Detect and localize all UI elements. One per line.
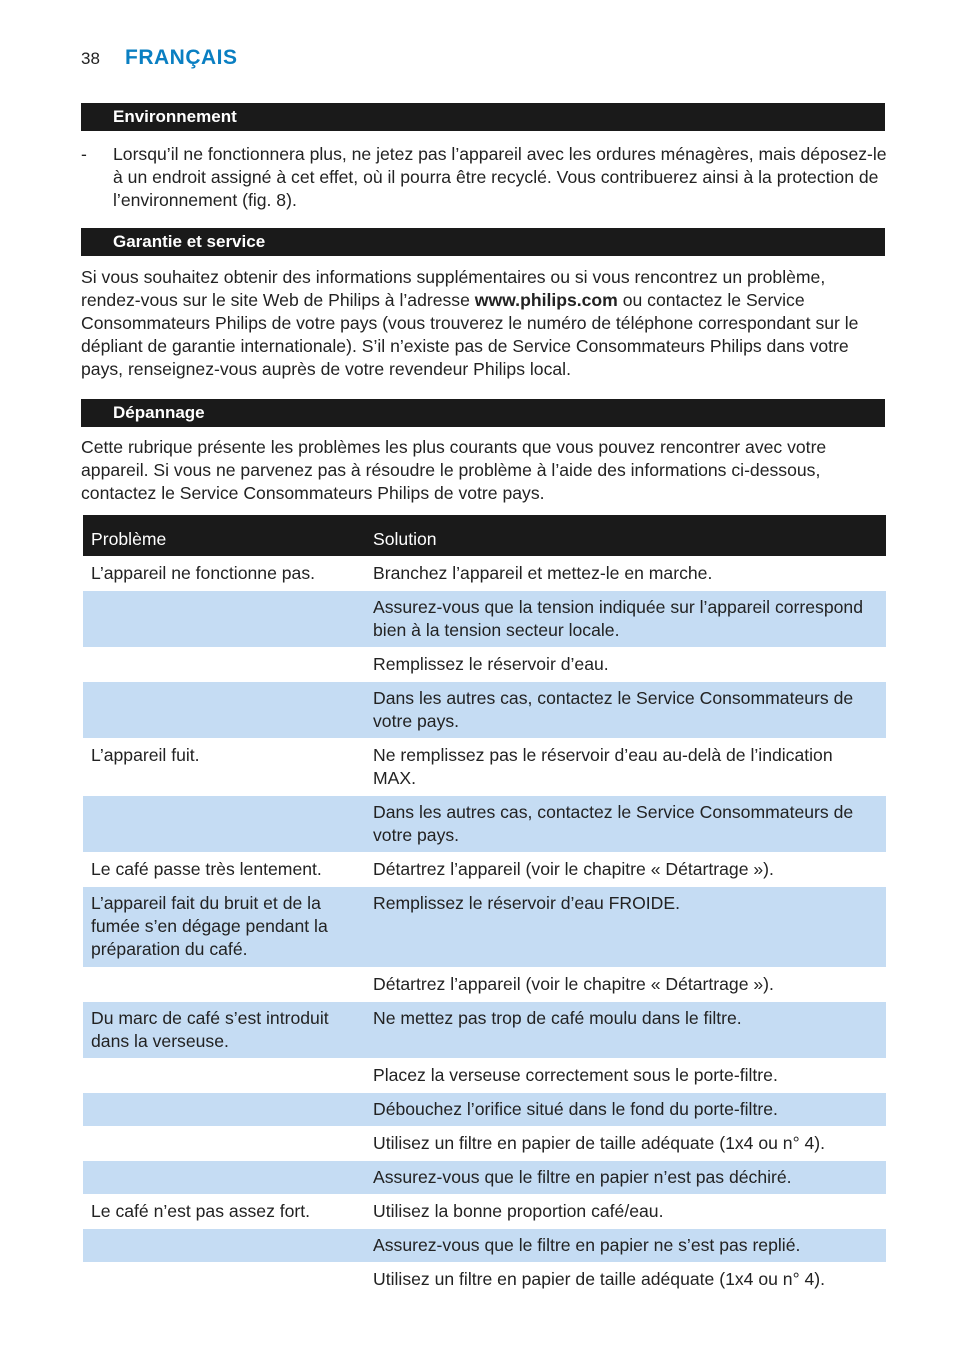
solution-cell: Ne remplissez pas le réservoir d’eau au-delà de l’indication MAX. [365, 738, 886, 795]
solution-cell: Assurez-vous que le filtre en papier n’est pas déchiré. [365, 1160, 886, 1194]
section-title-environment: Environnement [81, 103, 885, 131]
solution-cell: Ne mettez pas trop de café moulu dans le filtre. [365, 1001, 886, 1058]
troubleshooting-intro: Cette rubrique présente les problèmes les plus courants que vous pouvez rencontrer avec votre appareil. Si vous ne parvenez pas à résoudre le problème à l’aide des informations ci-dessous, contactez le Service Consommateurs Philips de votre pays. [81, 437, 827, 503]
section-title-troubleshooting: Dépannage [81, 399, 885, 427]
table-row [83, 1160, 886, 1194]
solution-cell: Assurez-vous que la tension indiquée sur l’appareil correspond bien à la tension secteur locale. [365, 590, 886, 647]
problem-cell: Le café n’est pas assez fort. [83, 1194, 365, 1228]
table-row [83, 738, 886, 795]
solution-cell: Détartrez l’appareil (voir le chapitre « Détartrage »). [365, 967, 886, 1001]
table-row [83, 1262, 886, 1296]
philips-website-link[interactable]: www.philips.com [474, 290, 618, 310]
language-title: FRANÇAIS [125, 46, 238, 69]
table-row [83, 852, 886, 886]
header-problem: Problème [83, 515, 365, 556]
solution-cell: Utilisez un filtre en papier de taille adéquate (1x4 ou n° 4). [365, 1126, 886, 1160]
table-row [83, 1058, 886, 1092]
table-row [83, 681, 886, 738]
solution-cell: Détartrez l’appareil (voir le chapitre « Détartrage »). [365, 852, 886, 886]
solution-cell: Dans les autres cas, contactez le Service Consommateurs de votre pays. [365, 795, 886, 852]
problem-cell [83, 647, 365, 681]
problem-cell [83, 1126, 365, 1160]
table-row [83, 556, 886, 590]
problem-cell [83, 1160, 365, 1194]
solution-cell: Débouchez l’orifice situé dans le fond du porte-filtre. [365, 1092, 886, 1126]
problem-cell: L’appareil fait du bruit et de la fumée s’en dégage pendant la préparation du café. [83, 886, 365, 967]
solution-cell: Placez la verseuse correctement sous le porte-filtre. [365, 1058, 886, 1092]
page-header [81, 46, 238, 70]
solution-cell: Branchez l’appareil et mettez-le en marche. [365, 556, 886, 590]
solution-cell: Remplissez le réservoir d’eau FROIDE. [365, 886, 886, 967]
section-title-warranty: Garantie et service [81, 228, 885, 256]
warranty-paragraph [81, 266, 887, 381]
problem-cell [83, 1262, 365, 1296]
problem-cell [83, 681, 365, 738]
problem-cell: Du marc de café s’est introduit dans la verseuse. [83, 1001, 365, 1058]
solution-cell: Utilisez un filtre en papier de taille adéquate (1x4 ou n° 4). [365, 1262, 886, 1296]
solution-cell: Assurez-vous que le filtre en papier ne s’est pas replié. [365, 1228, 886, 1262]
table-row [83, 795, 886, 852]
problem-cell: Le café passe très lentement. [83, 852, 365, 886]
table-header-row [83, 515, 886, 556]
table-row [83, 886, 886, 967]
warranty-text-before: Si vous souhaitez obtenir des informations supplémentaires ou si vous rencontrez un problème, rendez-vous sur le site Web de Philips à l’adresse [81, 267, 826, 310]
problem-cell [83, 795, 365, 852]
problem-cell [83, 1092, 365, 1126]
bullet-dash: - [81, 144, 87, 164]
table-row [83, 1092, 886, 1126]
troubleshooting-table [83, 515, 886, 1296]
problem-cell: L’appareil ne fonctionne pas. [83, 556, 365, 590]
page-number: 38 [81, 49, 100, 68]
table-row [83, 1126, 886, 1160]
solution-cell: Dans les autres cas, contactez le Service Consommateurs de votre pays. [365, 681, 886, 738]
table-row [83, 967, 886, 1001]
problem-cell: L’appareil fuit. [83, 738, 365, 795]
problem-cell [83, 1058, 365, 1092]
solution-cell: Utilisez la bonne proportion café/eau. [365, 1194, 886, 1228]
table-row [83, 647, 886, 681]
warranty-text-after: ou contactez le Service Consommateurs Philips de votre pays (vous trouverez le numéro de téléphone correspondant sur le dépliant de garantie internationale). S’il n’existe pas de Service Consommateurs Philips dans votre pays, renseignez-vous auprès de votre revendeur Philips local. [81, 290, 859, 379]
table-row [83, 1194, 886, 1228]
table-row [83, 1001, 886, 1058]
problem-cell [83, 590, 365, 647]
table-row [83, 590, 886, 647]
header-solution: Solution [365, 515, 886, 556]
solution-cell: Remplissez le réservoir d’eau. [365, 647, 886, 681]
environment-bullet [81, 143, 887, 212]
table-row [83, 1228, 886, 1262]
environment-text: Lorsqu’il ne fonctionnera plus, ne jetez pas l’appareil avec les ordures ménagères, mais déposez-le à un endroit assigné à cet effet, où il pourra être recyclé. Vous contribuerez ainsi à la protection de l’environnement (fig. 8). [113, 144, 887, 210]
problem-cell [83, 1228, 365, 1262]
problem-cell [83, 967, 365, 1001]
